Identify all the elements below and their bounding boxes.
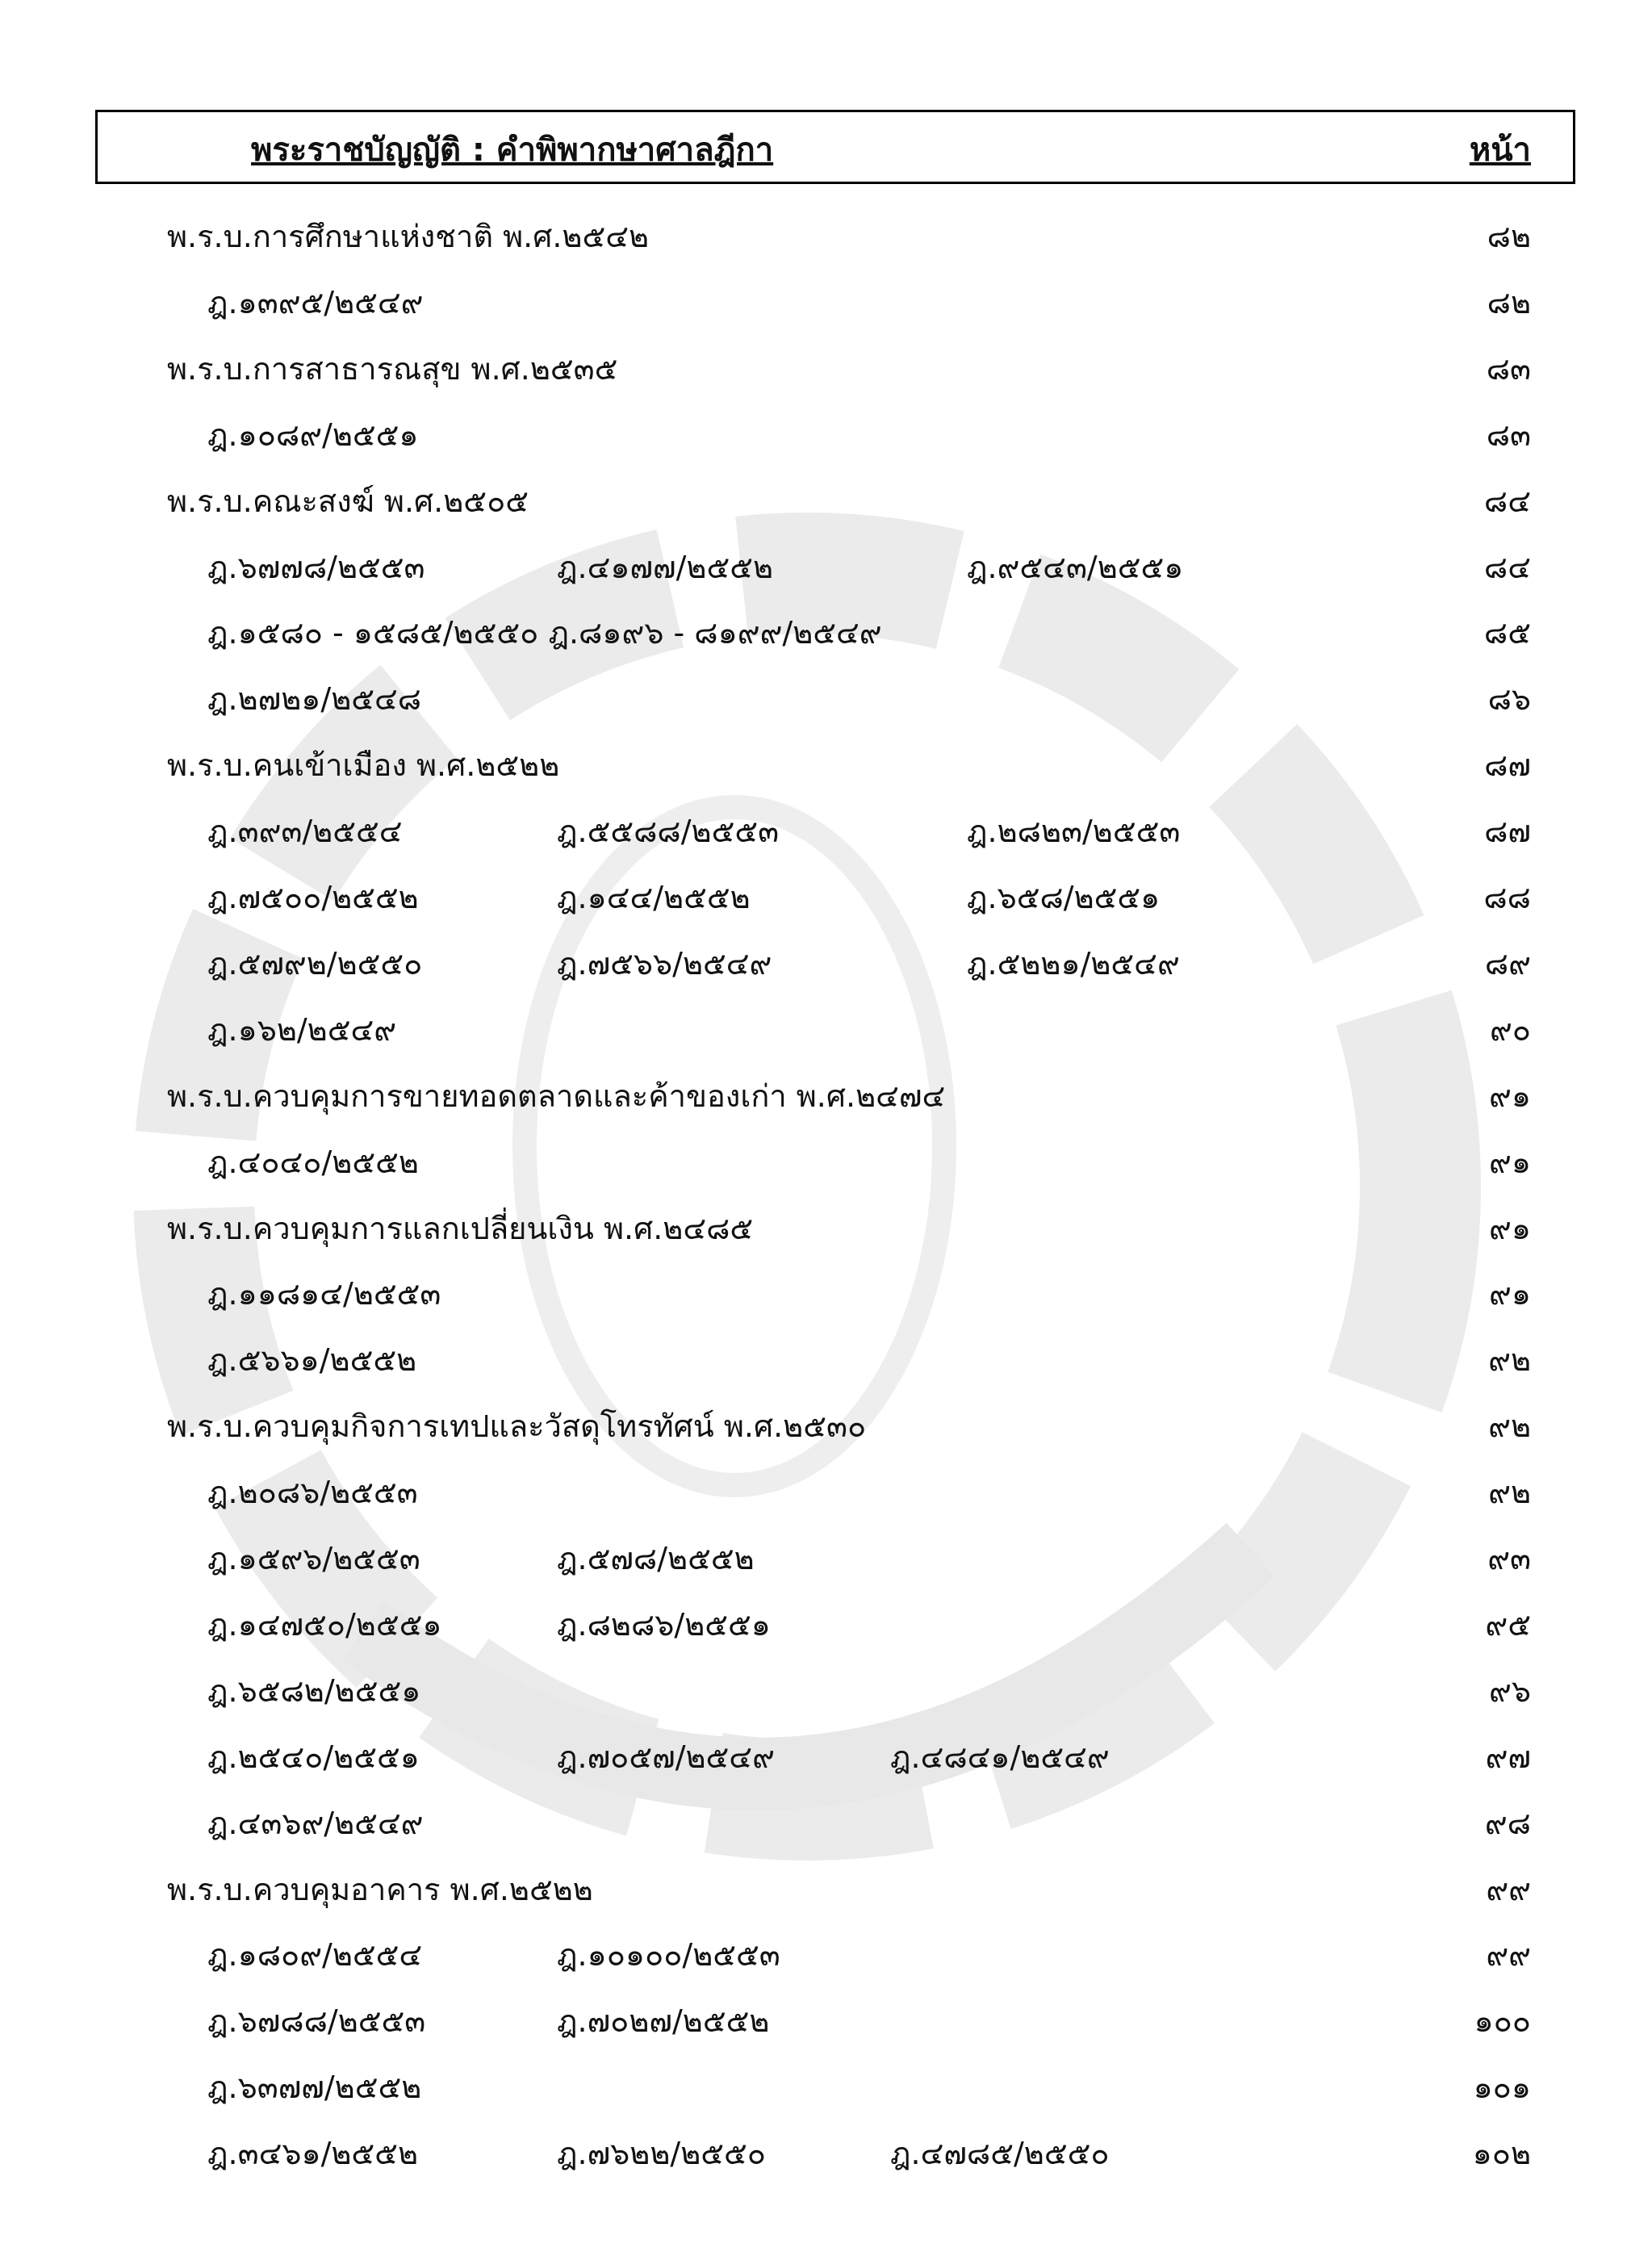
page-number: ๙๖ [1489,1672,1531,1709]
case-entry-row [0,1930,1652,1978]
case-reference: ฎ.๒๘๒๓/๒๕๕๓ [967,814,1181,850]
page-number: ๘๖ [1487,681,1531,718]
case-entry-row [0,873,1652,921]
page-number: ๘๗ [1484,747,1531,784]
page-number: ๙๙ [1486,1871,1531,1907]
header-page-label: หน้า [1469,132,1531,169]
page-number: ๙๙ [1486,1937,1531,1973]
index-header [95,110,1575,184]
case-reference: ฎ.๕๗๙๒/๒๕๕๐ [207,945,423,982]
page-number: ๘๙ [1484,945,1531,982]
case-reference: ฎ.๔๓๖๙/๒๕๔๙ [207,1805,424,1841]
act-heading-row [0,476,1652,525]
case-reference: ฎ.๖๓๗๗/๒๕๕๒ [207,2070,422,2106]
page-number: ๙๑ [1489,1210,1531,1246]
case-entry-row [0,1534,1652,1582]
act-title: พ.ร.บ.ควบคุมอาคาร พ.ศ.๒๕๒๒ [167,1871,593,1907]
case-entry-row [0,608,1652,656]
case-entry-row [0,1005,1652,1053]
act-heading-row [0,1203,1652,1252]
act-title: พ.ร.บ.การศึกษาแห่งชาติ พ.ศ.๒๕๔๒ [167,219,650,254]
act-heading-row [0,1401,1652,1450]
case-entry-row [0,806,1652,855]
act-heading-row [0,740,1652,789]
case-reference: ฎ.๗๐๒๗/๒๕๕๒ [557,2003,770,2040]
case-reference: ฎ.๑๕๙๖/๒๕๕๓ [207,1541,420,1576]
case-reference: ฎ.๗๕๐๐/๒๕๕๒ [207,880,419,915]
header-title: พระราชบัญญัติ : คำพิพากษาศาลฎีกา [251,132,774,169]
act-heading-row [0,1865,1652,1913]
page-number: ๙๑ [1489,1276,1531,1312]
case-reference: ฎ.๕๕๘๘/๒๕๕๓ [557,814,780,850]
case-reference: ฎ.๑๑๘๑๔/๒๕๕๓ [207,1276,441,1312]
case-reference: ฎ.๔๘๔๑/๒๕๔๙ [890,1739,1110,1775]
case-reference: ฎ.๑๔๗๕๐/๒๕๕๑ [207,1606,442,1643]
case-entry-row [0,1467,1652,1516]
act-title: พ.ร.บ.คนเข้าเมือง พ.ศ.๒๕๒๒ [167,747,560,784]
case-reference: ฎ.๘๒๘๖/๒๕๕๑ [557,1606,771,1643]
case-reference: ฎ.๑๖๒/๒๕๔๙ [207,1011,397,1048]
case-entry-row [0,1335,1652,1383]
page-number: ๘๔ [1483,549,1531,585]
case-reference: ฎ.๖๗๘๘/๒๕๕๓ [207,2003,426,2040]
case-reference: ฎ.๑๕๘๐ - ๑๕๘๕/๒๕๕๐ ฎ.๘๑๙๖ - ๘๑๙๙/๒๕๔๙ [207,615,882,651]
case-reference: ฎ.๒๐๘๖/๒๕๕๓ [207,1475,418,1511]
case-reference: ฎ.๔๐๔๐/๒๕๕๒ [207,1144,419,1180]
case-reference: ฎ.๕๖๖๑/๒๕๕๒ [207,1342,417,1379]
page-number: ๘๕ [1483,615,1531,651]
page-number: ๘๓ [1486,350,1531,387]
case-entry-row [0,542,1652,591]
case-entry-row [0,2062,1652,2111]
page-number: ๙๑ [1489,1078,1531,1114]
case-entry-row [0,1666,1652,1714]
case-entry-row [0,410,1652,458]
case-entry-row [0,1732,1652,1781]
page-number: ๑๐๑ [1473,2070,1531,2106]
act-title: พ.ร.บ.การสาธารณสุข พ.ศ.๒๕๓๕ [167,350,618,387]
case-reference: ฎ.๗๕๖๖/๒๕๔๙ [557,945,772,982]
page-number: ๘๘ [1483,880,1531,915]
case-entry-row [0,1600,1652,1648]
case-reference: ฎ.๖๗๗๘/๒๕๕๓ [207,549,425,585]
case-reference: ฎ.๓๔๖๑/๒๕๕๒ [207,2136,418,2172]
case-reference: ฎ.๖๕๘/๒๕๕๑ [967,880,1161,915]
page-number: ๙๓ [1487,1541,1531,1576]
page-number: ๙๒ [1488,1342,1531,1379]
case-entry-row [0,1137,1652,1186]
case-reference: ฎ.๖๕๘๒/๒๕๕๑ [207,1672,421,1709]
case-entry-row [0,2128,1652,2177]
case-reference: ฎ.๑๐๘๙/๒๕๕๑ [207,416,419,453]
page-number: ๙๘ [1484,1805,1531,1841]
page-number: ๑๐๒ [1472,2136,1531,2172]
case-reference: ฎ.๔๗๘๕/๒๕๕๐ [890,2136,1110,2172]
case-reference: ฎ.๗๖๒๒/๒๕๕๐ [557,2136,766,2172]
case-reference: ฎ.๑๘๐๙/๒๕๕๔ [207,1937,423,1973]
case-entry-row [0,939,1652,987]
page-number: ๙๗ [1485,1739,1531,1775]
case-entry-row [0,1996,1652,2045]
case-reference: ฎ.๙๕๔๓/๒๕๕๑ [967,549,1184,585]
page-number: ๘๒ [1487,284,1531,320]
page-number: ๘๗ [1484,814,1531,850]
case-reference: ฎ.๕๗๘/๒๕๕๒ [557,1541,755,1576]
act-title: พ.ร.บ.ควบคุมกิจการเทปและวัสดุโทรทัศน์ พ.ศ.๒๕๓๐ [167,1408,867,1445]
page-number: ๙๒ [1488,1475,1531,1511]
act-heading-row [0,1071,1652,1120]
page-number: ๙๑ [1489,1144,1531,1180]
page-number: ๙๕ [1485,1606,1531,1643]
page-number: ๑๐๐ [1474,2003,1531,2040]
act-title: พ.ร.บ.ควบคุมการแลกเปลี่ยนเงิน พ.ศ.๒๔๘๕ [167,1210,754,1246]
act-heading-row [0,211,1652,260]
case-entry-row [0,1798,1652,1847]
case-reference: ฎ.๑๓๙๕/๒๕๔๙ [207,284,424,320]
page-number: ๘๔ [1483,483,1531,519]
case-reference: ฎ.๕๒๒๑/๒๕๔๙ [967,945,1180,982]
case-reference: ฎ.๓๙๓/๒๕๕๔ [207,814,403,850]
act-title: พ.ร.บ.ควบคุมการขายทอดตลาดและค้าของเก่า พ.ศ.๒๔๗๔ [167,1078,946,1114]
page-number: ๘๓ [1486,416,1531,453]
page-number: ๘๒ [1487,219,1531,254]
case-reference: ฎ.๗๐๕๗/๒๕๔๙ [557,1739,775,1775]
case-entry-row [0,278,1652,326]
case-entry-row [0,1269,1652,1317]
act-heading-row [0,344,1652,392]
case-reference: ฎ.๑๐๑๐๐/๒๕๕๓ [557,1937,780,1973]
case-reference: ฎ.๔๑๗๗/๒๕๕๒ [557,549,774,585]
case-reference: ฎ.๒๕๔๐/๒๕๕๑ [207,1739,420,1775]
case-reference: ฎ.๒๗๒๑/๒๕๔๘ [207,681,422,718]
case-entry-row [0,674,1652,722]
page-number: ๙๐ [1489,1011,1531,1048]
case-reference: ฎ.๑๔๔/๒๕๕๒ [557,880,751,915]
act-title: พ.ร.บ.คณะสงฆ์ พ.ศ.๒๕๐๕ [167,483,529,519]
page-number: ๙๒ [1488,1408,1531,1445]
